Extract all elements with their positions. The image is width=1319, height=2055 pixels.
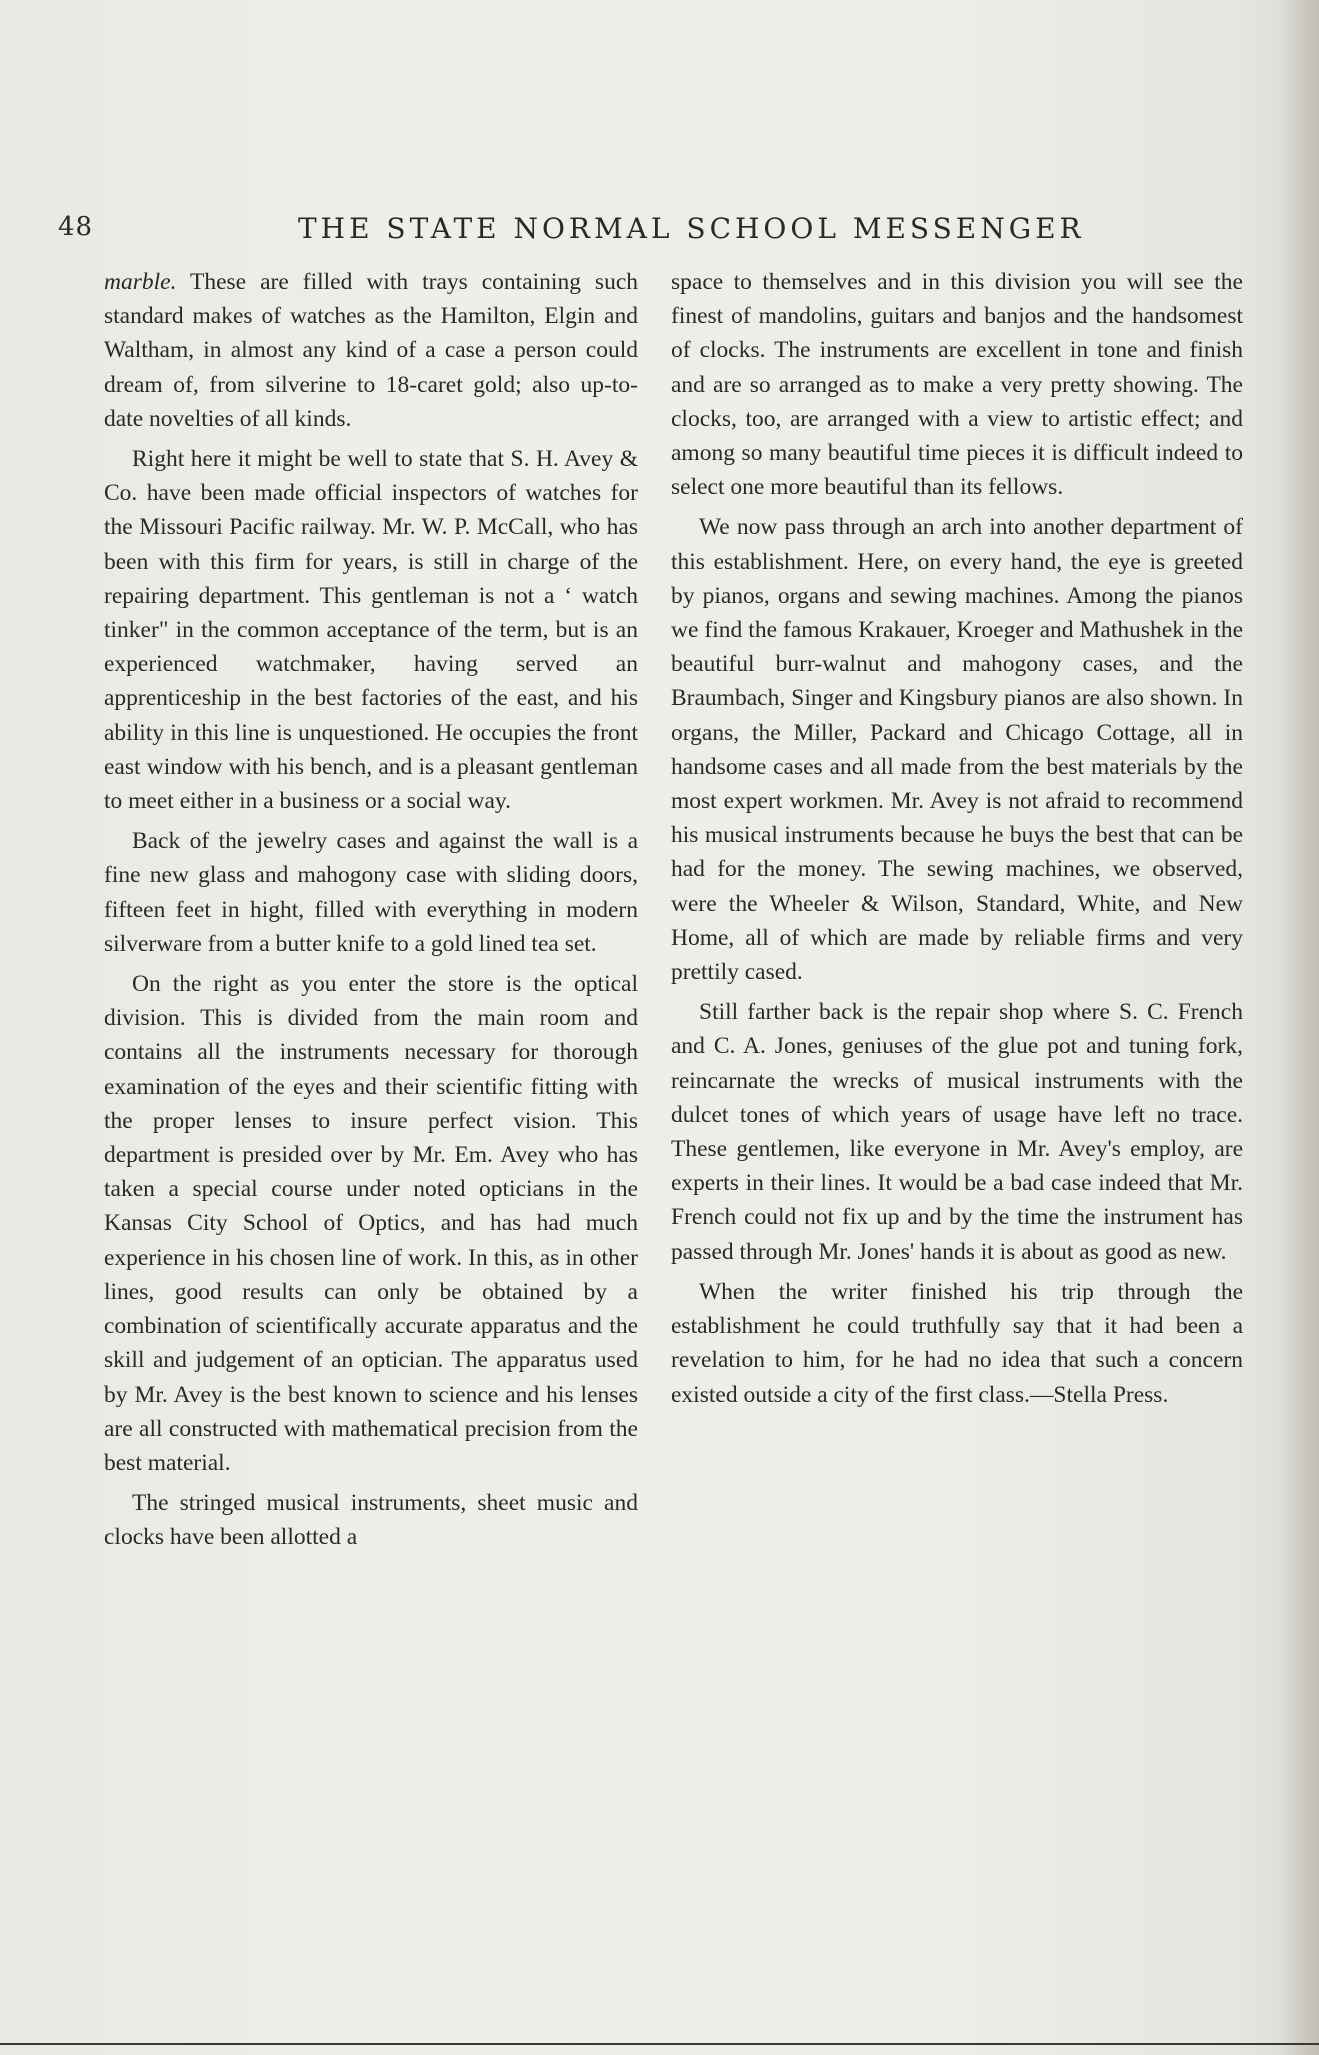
page-edge-shadow (1279, 0, 1319, 2055)
paragraph (104, 265, 638, 436)
page-header (58, 212, 1258, 252)
paragraph-text: These are filled with trays containing such standard makes of watches as the Hamilton, Elgin and Waltham, in almost any kind of a case a person could dream of, from silverine to 18-caret gold; also up-to-date novelties of all kinds. (104, 269, 638, 432)
lead-word: marble. (104, 269, 177, 295)
paragraph: When the writer finished his trip through the establishment he could truthfully say that it had been a revelation to him, for he had no idea that such a concern existed outside a city of the first class.—Stella Press. (671, 1278, 1243, 1408)
paragraph: Back of the jewelry cases and against the wall is a fine new glass and mahogony case with sliding doors, fifteen feet in hight, filled with everything in modern silverware from a butter knife to a gold lined tea set. (104, 828, 638, 957)
bottom-rule (0, 2043, 1319, 2045)
paragraph: space to themselves and in this division you will see the finest of mandolins, guitars and banjos and the handsomest of clocks. The instruments are excellent in tone and finish and are so arranged as to make a very pretty showing. The clocks, too, are arranged with a view to artistic effect; and among so many beautiful time pieces it is difficult indeed to select one more beautiful than its fellows. (671, 269, 1243, 501)
paragraph: The stringed musical instruments, sheet music and clocks have been allotted a (104, 1490, 638, 1551)
right-column (671, 265, 1243, 1418)
page-number: 48 (58, 212, 94, 242)
left-column (104, 265, 638, 1561)
paragraph: We now pass through an arch into another department of this establishment. Here, on every hand, the eye is greeted by pianos, organs and sewing machines. Among the pianos we find the famous Krakauer, Kroeger and Mathushek in the beautiful burr-walnut and mahogony cases, and the Braumbach, Singer and Kingsbury pianos are also shown. In organs, the Miller, Packard and Chicago Cottage, all in handsome cases and all made from the best materials by the most expert workmen. Mr. Avey is not afraid to recommend his musical instruments because he buys the best that can be had for the money. The sewing machines, we observed, were the Wheeler & Wilson, Standard, White, and New Home, all of which are made by reliable firms and very prettily cased. (671, 514, 1243, 986)
paragraph: Right here it might be well to state that S. H. Avey & Co. have been made official inspectors of watches for the Missouri Pacific railway. Mr. W. P. McCall, who has been with this firm for years, is still in charge of the repairing department. This gentleman is not a ‘ watch tinker" in the common acceptance of the term, but is an experienced watchmaker, having served an apprenticeship in the best factories of the east, and his ability in this line is unquestioned. He occupies the front east window with his bench, and is a pleasant gentleman to meet either in a business or a social way. (104, 446, 638, 815)
running-title: THE STATE NORMAL SCHOOL MESSENGER (298, 212, 1085, 245)
paragraph: On the right as you enter the store is the optical division. This is divided from the main room and contains all the instruments necessary for thorough examination of the eyes and their scientific fitting with the proper lenses to insure perfect vision. This department is presided over by Mr. Em. Avey who has taken a special course under noted opticians in the Kansas City School of Optics, and has had much experience in his chosen line of work. In this, as in other lines, good results can only be obtained by a combination of scientifically accurate apparatus and the skill and judgement of an optician. The apparatus used by Mr. Avey is the best known to science and his lenses are all constructed with mathematical precision from the best material. (104, 971, 638, 1476)
paragraph: Still farther back is the repair shop where S. C. French and C. A. Jones, geniuses of the glue pot and tuning fork, reincarnate the wrecks of musical instruments with the dulcet tones of which years of usage have left no trace. These gentlemen, like everyone in Mr. Avey's employ, are experts in their lines. It would be a bad case indeed that Mr. French could not fix up and by the time the instrument has passed through Mr. Jones' hands it is about as good as new. (671, 999, 1243, 1265)
